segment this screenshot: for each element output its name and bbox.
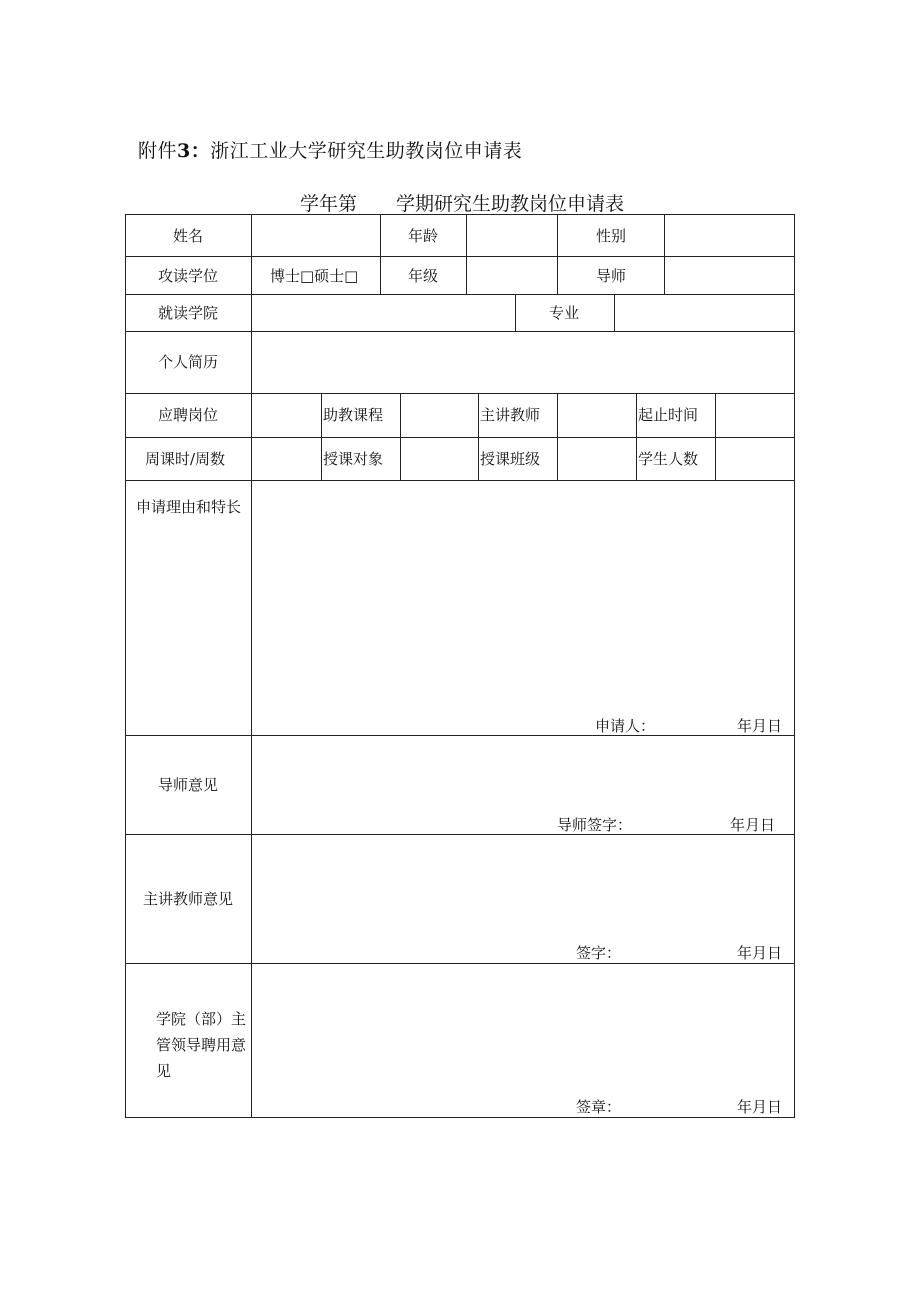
table-border [125,214,795,1118]
gender-label: 性别 [596,227,627,245]
college-date: 年月日 [737,1098,783,1116]
lecturer-sign-label: 签字： [576,944,622,962]
attachment-prefix: 附件 [138,140,178,162]
degree-label: 攻读学位 [158,267,219,285]
weekly-hours-label: 周课时/周数 [145,450,226,468]
reason-label: 申请理由和特长 [136,498,242,516]
column-divider [515,294,516,331]
row-divider [125,963,795,964]
column-divider [557,393,558,480]
college-label: 就读学院 [158,304,219,322]
attachment-heading [138,136,522,163]
resume-label: 个人简历 [158,353,219,371]
advisor-sign-label: 导师签字： [557,816,633,834]
row-divider [125,834,795,835]
major-label: 专业 [549,304,580,322]
age-label: 年龄 [408,227,439,245]
lecturer-label: 主讲教师 [480,406,541,424]
column-divider [557,214,558,294]
column-divider [400,393,401,480]
college-opinion-label: 学院（部）主管领导聘用意见 [156,1010,247,1080]
advisor-label: 导师 [596,267,627,285]
advisor-date: 年月日 [730,816,776,834]
column-divider [380,214,381,294]
column-divider [251,214,252,1118]
lecturer-opinion-label: 主讲教师意见 [143,890,234,908]
column-divider [664,214,665,294]
row-divider [125,480,795,481]
grade-label: 年级 [408,267,439,285]
column-divider [636,393,637,480]
name-label: 姓名 [173,227,204,245]
advisor-opinion-label: 导师意见 [158,776,219,794]
row-divider [125,294,795,295]
column-divider [321,393,322,480]
row-divider [125,331,795,332]
class-label: 授课班级 [480,450,541,468]
row-divider [125,735,795,736]
column-divider [715,393,716,480]
form-title-semester: 学期研究生助教岗位申请表 [396,193,625,215]
column-divider [478,393,479,480]
column-divider [614,294,615,331]
audience-label: 授课对象 [323,450,384,468]
position-label: 应聘岗位 [158,406,219,424]
row-divider [125,393,795,394]
column-divider [466,214,467,294]
attachment-number: 3： [177,140,211,162]
form-title-year: 学年第 [300,193,358,215]
college-sign-label: 签章： [576,1098,622,1116]
applicant-date: 年月日 [737,717,783,735]
applicant-sign-label: 申请人： [595,717,656,735]
row-divider [125,437,795,438]
attachment-title: 浙江工业大学研究生助教岗位申请表 [210,140,523,162]
students-label: 学生人数 [638,450,699,468]
lecturer-date: 年月日 [737,944,783,962]
course-label: 助教课程 [323,406,384,424]
degree-checkbox-options[interactable]: 博士□硕士□ [270,267,359,285]
period-label: 起止时间 [638,406,699,424]
row-divider [125,256,795,257]
